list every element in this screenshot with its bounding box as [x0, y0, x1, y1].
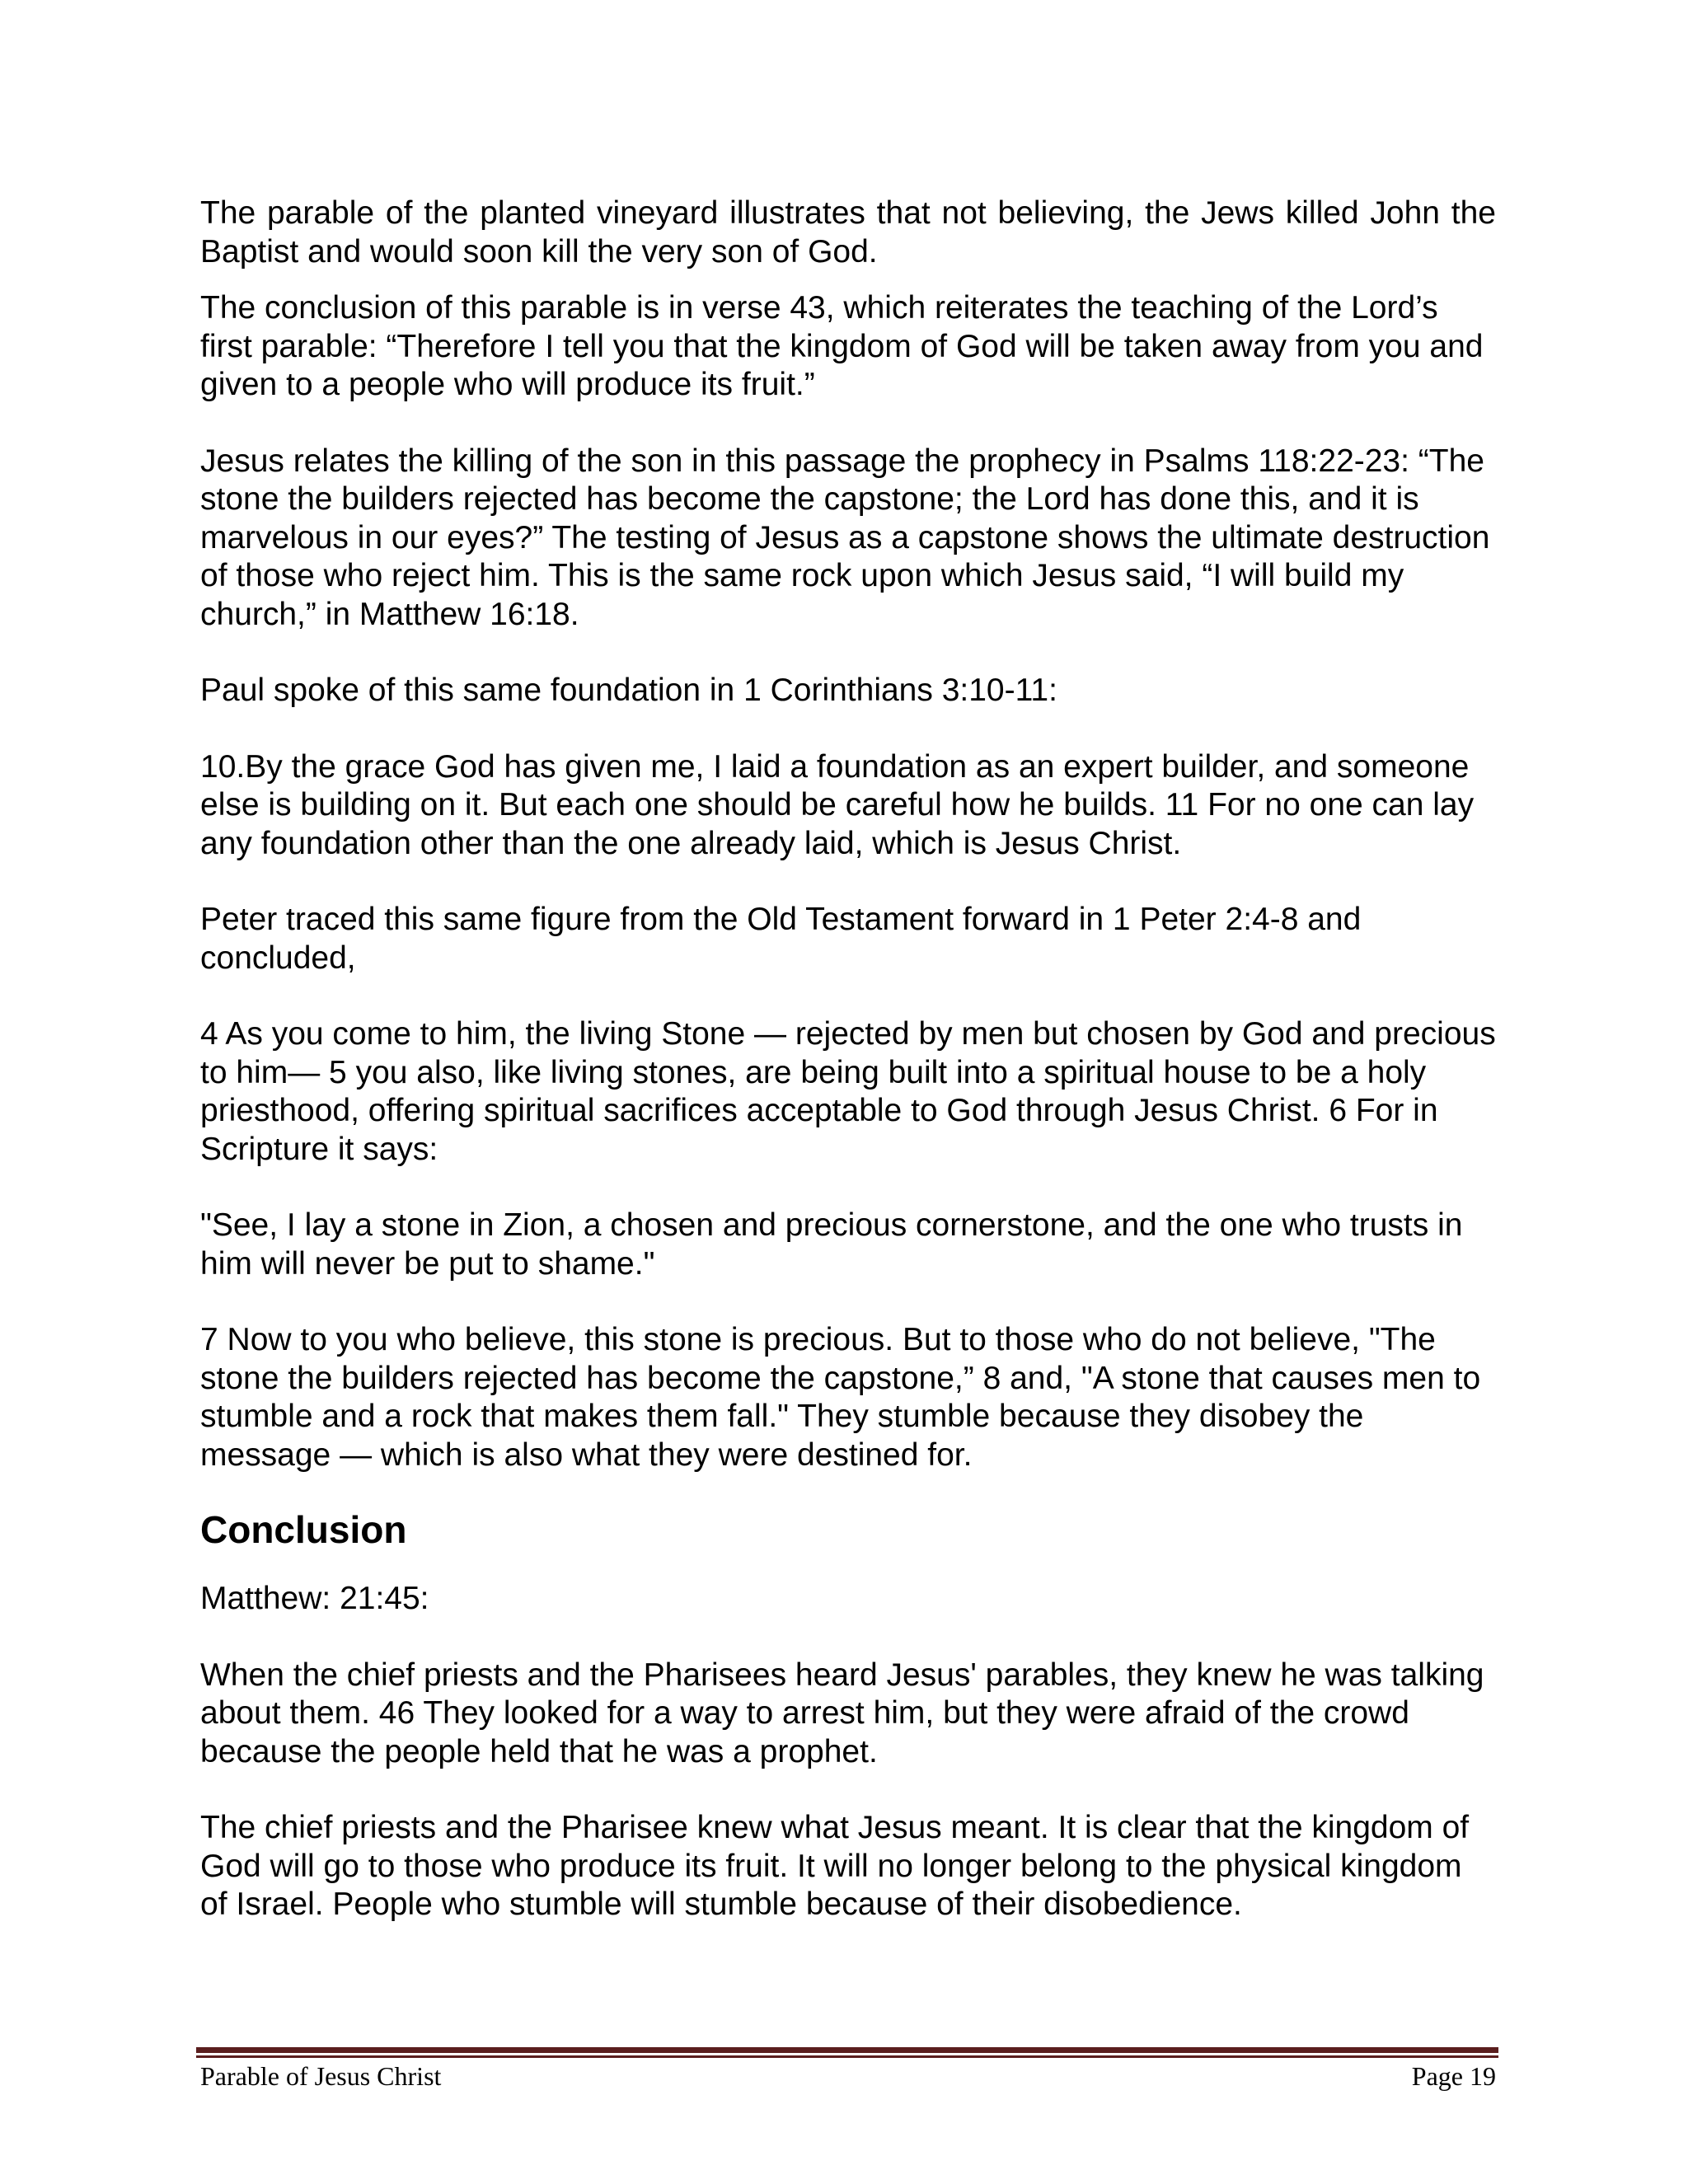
body-paragraph: Paul spoke of this same foundation in 1 Corinthians 3:10-11: [200, 673, 1057, 708]
footer-document-title: Parable of Jesus Christ [200, 2061, 442, 2091]
body-paragraph: The chief priests and the Pharisee knew what Jesus meant. It is clear that the kingdom of God will go to those who produce its fruit. It will no longer belong to the physical kingdom of Israel. People who stumble will stumble because of their disobedience. [200, 1810, 1470, 1922]
footer-divider-thin [196, 2055, 1498, 2058]
body-paragraph: The conclusion of this parable is in verse 43, which reiterates the teaching of the Lord’s first parable: “Therefore I tell you that the kingdom of God will be taken away from you and given to a people who will produce its fruit.” [200, 290, 1484, 402]
scripture-quote: When the chief priests and the Pharisees heard Jesus' parables, they knew he was talking about them. 46 They looked for a way to arrest him, but they were afraid of the crowd because the people held that he was a prophet. [200, 1657, 1484, 1769]
footer-page-number: Page 19 [1411, 2061, 1496, 2091]
scripture-reference: Matthew: 21:45: [200, 1581, 429, 1616]
body-paragraph: The parable of the planted vineyard illustrates that not believing, the Jews killed John the Baptist and would soon kill the very son of God. [200, 195, 1496, 269]
section-heading-conclusion: Conclusion [200, 1508, 407, 1551]
footer-divider-thick [196, 2047, 1498, 2053]
scripture-quote: 4 As you come to him, the living Stone — rejected by men but chosen by God and precious to him— 5 you also, like living stones, are being built into a spiritual house to be a holy priesthood, offering spiritual sacrifices acceptable to God through Jesus Christ. 6 For in Scripture it says: [200, 1016, 1496, 1167]
body-paragraph: Peter traced this same figure from the Old Testament forward in 1 Peter 2:4-8 and concluded, [200, 902, 1362, 976]
scripture-quote: 10.By the grace God has given me, I laid a foundation as an expert builder, and someone else is building on it. But each one should be careful how he builds. 11 For no one can lay any foundation other than the one already laid, which is Jesus Christ. [200, 748, 1475, 861]
page-body [200, 194, 1496, 1962]
scripture-quote: 7 Now to you who believe, this stone is precious. But to those who do not believe, "The stone the builders rejected has become the capstone,” 8 and, "A stone that causes men to stumble and a rock that makes them fall." They stumble because they disobey the message — which is also what they were destined for. [200, 1322, 1481, 1473]
page-footer [200, 2060, 1496, 2092]
body-paragraph: Jesus relates the killing of the son in this passage the prophecy in Psalms 118:22-23: “The stone the builders rejected has become the capstone; the Lord has done this, and it is marvelous in our eyes?” The testing of Jesus as a capstone shows the ultimate destruction of those who reject him. This is the same rock upon which Jesus said, “I will build my church,” in Matthew 16:18. [200, 443, 1490, 632]
scripture-quote: "See, I lay a stone in Zion, a chosen and precious cornerstone, and the one who trusts in him will never be put to shame." [200, 1207, 1463, 1282]
